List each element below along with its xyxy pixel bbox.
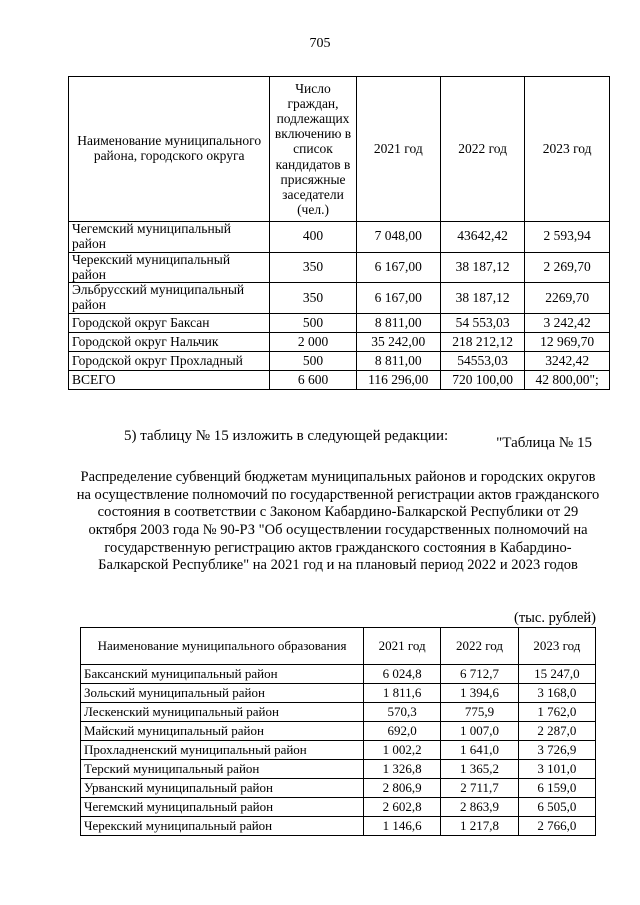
table-row <box>81 703 596 722</box>
cell-y2021: 2 602,8 <box>364 798 441 817</box>
cell-name: Городской округ Прохладный <box>69 352 270 371</box>
cell-name: Городской округ Нальчик <box>69 333 270 352</box>
cell-y2021: 6 167,00 <box>356 252 440 283</box>
column-header-2021: 2021 год <box>364 628 441 665</box>
table-row <box>81 741 596 760</box>
cell-name: ВСЕГО <box>69 371 270 390</box>
cell-y2023: 2 287,0 <box>518 722 595 741</box>
cell-y2021: 7 048,00 <box>356 221 440 252</box>
table-row <box>69 221 610 252</box>
cell-name: Майский муниципальный район <box>81 722 364 741</box>
table-row <box>81 779 596 798</box>
cell-name: Урванский муниципальный район <box>81 779 364 798</box>
page-number: 705 <box>309 36 331 51</box>
cell-y2021: 1 002,2 <box>364 741 441 760</box>
cell-y2023: 42 800,00"; <box>525 371 610 390</box>
cell-y2023: 2 593,94 <box>525 221 610 252</box>
cell-y2022: 6 712,7 <box>441 665 518 684</box>
cell-y2022: 1 217,8 <box>441 817 518 836</box>
cell-y2023: 1 762,0 <box>518 703 595 722</box>
table-row <box>69 371 610 390</box>
cell-y2021: 570,3 <box>364 703 441 722</box>
cell-name: Баксанский муниципальный район <box>81 665 364 684</box>
cell-y2021: 8 811,00 <box>356 352 440 371</box>
table-row <box>69 314 610 333</box>
cell-y2022: 38 187,12 <box>440 252 524 283</box>
units-label: (тыс. рублей) <box>514 610 596 626</box>
table-row <box>69 252 610 283</box>
cell-y2023: 2269,70 <box>525 283 610 314</box>
table-header-row <box>81 628 596 665</box>
cell-name: Эльбрусский муниципальный район <box>69 283 270 314</box>
cell-y2022: 775,9 <box>441 703 518 722</box>
column-header-name: Наименование муниципального района, городского округа <box>69 77 270 222</box>
cell-y2021: 116 296,00 <box>356 371 440 390</box>
column-header-2023: 2023 год <box>518 628 595 665</box>
cell-y2023: 3242,42 <box>525 352 610 371</box>
cell-y2023: 6 505,0 <box>518 798 595 817</box>
column-header-name: Наименование муниципального образования <box>81 628 364 665</box>
cell-count: 350 <box>270 283 356 314</box>
cell-y2022: 218 212,12 <box>440 333 524 352</box>
cell-y2022: 38 187,12 <box>440 283 524 314</box>
cell-y2022: 720 100,00 <box>440 371 524 390</box>
cell-name: Зольский муниципальный район <box>81 684 364 703</box>
cell-y2021: 8 811,00 <box>356 314 440 333</box>
cell-y2022: 43642,42 <box>440 221 524 252</box>
table-header-row <box>69 77 610 222</box>
cell-y2021: 1 811,6 <box>364 684 441 703</box>
cell-y2022: 2 711,7 <box>441 779 518 798</box>
cell-y2021: 2 806,9 <box>364 779 441 798</box>
table-row <box>69 333 610 352</box>
cell-y2022: 54 553,03 <box>440 314 524 333</box>
instruction-text: 5) таблицу № 15 изложить в следующей редакции: <box>124 428 449 444</box>
cell-y2023: 3 101,0 <box>518 760 595 779</box>
table-row <box>81 817 596 836</box>
cell-name: Городской округ Баксан <box>69 314 270 333</box>
column-header-2022: 2022 год <box>441 628 518 665</box>
cell-y2022: 1 641,0 <box>441 741 518 760</box>
cell-y2021: 1 146,6 <box>364 817 441 836</box>
cell-y2022: 1 394,6 <box>441 684 518 703</box>
cell-name: Чегемский муниципальный район <box>69 221 270 252</box>
cell-y2023: 15 247,0 <box>518 665 595 684</box>
cell-name: Прохладненский муниципальный район <box>81 741 364 760</box>
cell-y2022: 1 365,2 <box>441 760 518 779</box>
cell-y2023: 3 168,0 <box>518 684 595 703</box>
cell-count: 500 <box>270 314 356 333</box>
table-row <box>69 352 610 371</box>
cell-y2023: 2 766,0 <box>518 817 595 836</box>
cell-count: 400 <box>270 221 356 252</box>
cell-y2021: 1 326,8 <box>364 760 441 779</box>
cell-y2022: 54553,03 <box>440 352 524 371</box>
cell-y2023: 3 242,42 <box>525 314 610 333</box>
cell-name: Терский муниципальный район <box>81 760 364 779</box>
civil-registration-subsidy-table <box>80 627 596 836</box>
column-header-2022: 2022 год <box>440 77 524 222</box>
cell-y2023: 2 269,70 <box>525 252 610 283</box>
candidates-subsidy-table <box>68 76 610 390</box>
cell-y2022: 1 007,0 <box>441 722 518 741</box>
cell-y2023: 12 969,70 <box>525 333 610 352</box>
cell-name: Чегемский муниципальный район <box>81 798 364 817</box>
cell-y2022: 2 863,9 <box>441 798 518 817</box>
table-row <box>81 798 596 817</box>
column-header-count: Число граждан, подлежащих включению в список кандидатов в присяжные заседатели (чел.) <box>270 77 356 222</box>
cell-y2021: 6 167,00 <box>356 283 440 314</box>
table-title: Распределение субвенций бюджетам муниципальных районов и городских округов на осуществление полномочий по государственной регистрации актов гражданского состояния в соответствии с Законом Кабардино-Балкарской Республики от 29 октября 2003 года № 90-РЗ "Об осуществлении государственных полномочий на государственную регистрацию актов гражданского состояния в Кабардино-Балкарской Республике" на 2021 год и на плановый период 2022 и 2023 годов <box>76 469 600 574</box>
cell-count: 2 000 <box>270 333 356 352</box>
table-row <box>81 760 596 779</box>
cell-y2023: 3 726,9 <box>518 741 595 760</box>
table-row <box>81 722 596 741</box>
cell-name: Черекский муниципальный район <box>69 252 270 283</box>
column-header-2023: 2023 год <box>525 77 610 222</box>
cell-count: 350 <box>270 252 356 283</box>
cell-y2021: 692,0 <box>364 722 441 741</box>
cell-count: 500 <box>270 352 356 371</box>
table-row <box>81 684 596 703</box>
cell-y2021: 35 242,00 <box>356 333 440 352</box>
cell-name: Лескенский муниципальный район <box>81 703 364 722</box>
column-header-2021: 2021 год <box>356 77 440 222</box>
cell-y2021: 6 024,8 <box>364 665 441 684</box>
table-row <box>69 283 610 314</box>
table-label: "Таблица № 15 <box>496 435 592 451</box>
cell-y2023: 6 159,0 <box>518 779 595 798</box>
cell-name: Черекский муниципальный район <box>81 817 364 836</box>
cell-count: 6 600 <box>270 371 356 390</box>
table-row <box>81 665 596 684</box>
